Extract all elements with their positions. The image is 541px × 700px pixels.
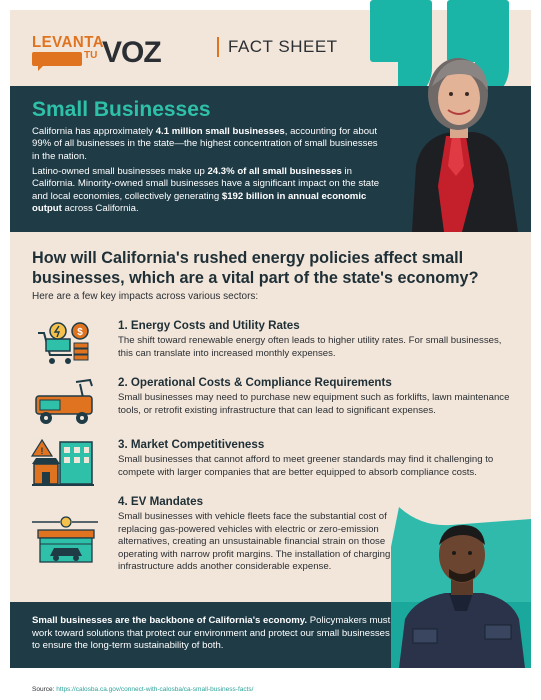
- storefront-icon: [32, 438, 104, 488]
- impact-body: Small businesses that cannot afford to meet greener standards may find it challenging to compete with larger companies that are better equipped to absorb compliance costs.: [118, 454, 494, 478]
- intro-paragraph-1: California has approximately 4.1 million small businesses, accounting for about 99% of all businesses in the state—the highest concentration of small businesses in the nation.: [32, 126, 378, 162]
- impact-title: 2. Operational Costs & Compliance Requirements: [118, 376, 392, 389]
- woman-portrait-photo: [382, 36, 531, 232]
- source-note: Source: https://calosba.ca.gov/connect-with-calosba/ca-small-business-facts/: [32, 686, 254, 693]
- header-divider: [217, 37, 219, 57]
- closing-statement: Small businesses are the backbone of California's economy. Policymakers must work toward solutions that protect our environment and protect our small businesses to ensure the long-term sustainability of both.: [32, 615, 391, 652]
- intro-heading: Small Businesses: [32, 98, 211, 121]
- impact-body: The shift toward renewable energy often leads to higher utility rates. For small businesses, this can translate into increased monthly expenses.: [118, 335, 502, 359]
- logo-word-voz: VOZ: [102, 36, 161, 69]
- impact-body: Small businesses may need to purchase new equipment such as forklifts, lawn maintenance tools, or retrofit existing infrastructure that can lead to significant expenses.: [118, 392, 510, 416]
- levanta-tu-voz-logo: [32, 34, 212, 72]
- impact-title: 4. EV Mandates: [118, 495, 204, 508]
- fact-sheet-page: [10, 10, 531, 693]
- impact-title: 3. Market Competitiveness: [118, 438, 265, 451]
- source-link[interactable]: https://calosba.ca.gov/connect-with-calosba/ca-small-business-facts/: [56, 686, 254, 693]
- ev-garage-icon: [32, 499, 104, 579]
- lawn-mower-icon: [32, 376, 104, 426]
- section-question-heading: How will California's rushed energy policies affect small businesses, which are a vital part of the state's economy?: [32, 249, 479, 287]
- intro-paragraph-2: Latino-owned small businesses make up 24.3% of all small businesses in California. Minority-owned small businesses have a significant impact on the state and local economies, collectively generating $192 billion in annual economic output across California.: [32, 166, 380, 215]
- impact-body: Small businesses with vehicle fleets face the substantial cost of replacing gas-powered vehicles with electric or zero-emission alternatives, creating an unsustainable financial strain on those operating with narrow profit margins. The installation of charging infrastructure adds another considerable expense.: [118, 511, 391, 573]
- header-title: FACT SHEET: [228, 37, 338, 56]
- logo-word-levanta: LEVANTA: [32, 33, 105, 52]
- impact-title: 1. Energy Costs and Utility Rates: [118, 319, 300, 332]
- section-subtext: Here are a few key impacts across various sectors:: [32, 291, 259, 302]
- svg-text:!: !: [40, 446, 44, 456]
- svg-text:$: $: [77, 327, 83, 338]
- logo-word-tu: TU: [84, 50, 98, 61]
- energy-cost-icon: [32, 319, 104, 369]
- logo-speech-bubble: [32, 52, 82, 66]
- man-portrait-photo: [391, 507, 531, 668]
